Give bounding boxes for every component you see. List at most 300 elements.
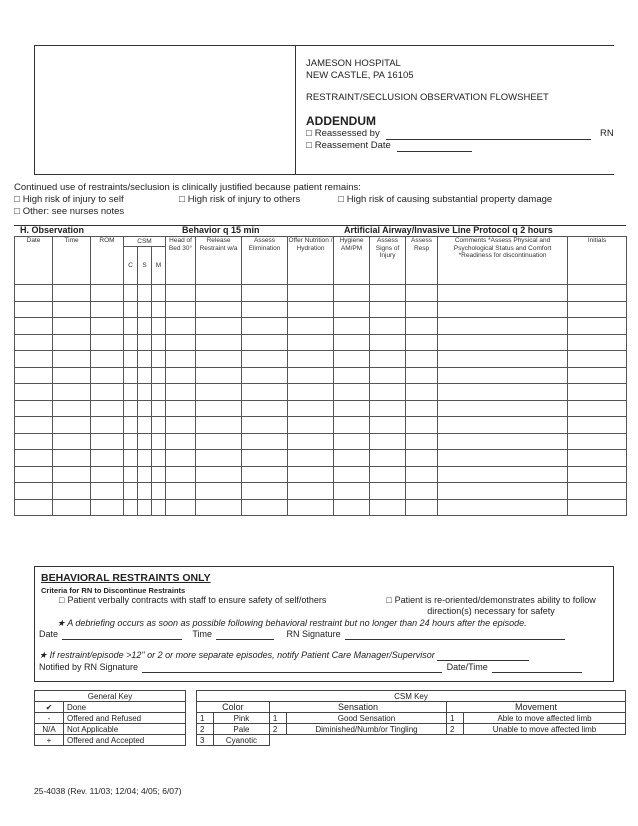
flowsheet-cell[interactable] (152, 384, 166, 401)
supervisor-field[interactable] (437, 660, 529, 661)
flowsheet-cell[interactable] (124, 285, 138, 302)
flowsheet-cell[interactable] (334, 334, 370, 351)
flowsheet-cell[interactable] (242, 334, 288, 351)
general-key-desc: Not Applicable (64, 724, 186, 735)
flowsheet-cell[interactable] (568, 384, 627, 401)
general-key-row (35, 735, 186, 746)
notify-note: ★ If restraint/episode >12" or 2 or more separate episodes, notify Patient Care Manager/Supervisor (39, 650, 529, 661)
csm-empty-cell (464, 735, 626, 746)
flowsheet-cell[interactable] (124, 334, 138, 351)
rn-signature-field[interactable] (345, 639, 565, 640)
justification-intro: Continued use of restraints/seclusion is clinically justified because patient remains: (14, 182, 361, 193)
flowsheet-cell[interactable] (288, 384, 334, 401)
flowsheet-cell[interactable] (124, 483, 138, 500)
flowsheet-cell[interactable] (568, 301, 627, 318)
flowsheet-cell[interactable] (370, 384, 406, 401)
flowsheet-cell[interactable] (334, 318, 370, 335)
flowsheet-cell[interactable] (15, 433, 53, 450)
csm-s: S (138, 247, 152, 285)
flowsheet-row (15, 450, 627, 467)
flowsheet-cell[interactable] (124, 499, 138, 516)
flowsheet-cell[interactable] (406, 466, 438, 483)
flowsheet-cell[interactable] (334, 384, 370, 401)
flowsheet-cell[interactable] (242, 384, 288, 401)
flowsheet-cell[interactable] (53, 301, 91, 318)
flowsheet-cell[interactable] (406, 450, 438, 467)
behavioral-title: BEHAVIORAL RESTRAINTS ONLY (41, 572, 211, 584)
flowsheet-cell[interactable] (152, 466, 166, 483)
flowsheet-cell[interactable] (242, 318, 288, 335)
flowsheet-cell[interactable] (91, 433, 124, 450)
csm-color-code: 3 (197, 735, 214, 746)
flowsheet-cell[interactable] (138, 367, 152, 384)
general-key-title: General Key (35, 691, 186, 702)
criteria-contract-option[interactable]: □ Patient verbally contracts with staff to ensure safety of self/others (59, 595, 359, 606)
flowsheet-cell[interactable] (288, 285, 334, 302)
flowsheet-cell[interactable] (196, 450, 242, 467)
general-key-desc: Offered and Accepted (64, 735, 186, 746)
csm-key-title: CSM Key (197, 691, 626, 702)
flowsheet-cell[interactable] (196, 417, 242, 434)
other-option[interactable]: □ Other: see nurses notes (14, 206, 124, 217)
flowsheet-cell[interactable] (152, 433, 166, 450)
flowsheet-cell[interactable] (406, 499, 438, 516)
flowsheet-cell[interactable] (288, 334, 334, 351)
flowsheet-cell[interactable] (91, 301, 124, 318)
flowsheet-cell[interactable] (53, 466, 91, 483)
flowsheet-cell[interactable] (53, 450, 91, 467)
flowsheet-cell[interactable] (15, 499, 53, 516)
flowsheet-cell[interactable] (438, 367, 568, 384)
flowsheet-table (14, 236, 627, 516)
flowsheet-cell[interactable] (124, 466, 138, 483)
flowsheet-cell[interactable] (152, 400, 166, 417)
flowsheet-cell[interactable] (438, 466, 568, 483)
flowsheet-cell[interactable] (53, 367, 91, 384)
flowsheet-cell[interactable] (406, 417, 438, 434)
flowsheet-cell[interactable] (438, 351, 568, 368)
flowsheet-cell[interactable] (370, 367, 406, 384)
flowsheet-cell[interactable] (152, 318, 166, 335)
flowsheet-cell[interactable] (166, 301, 196, 318)
patient-label-box (34, 45, 296, 175)
flowsheet-cell[interactable] (438, 285, 568, 302)
flowsheet-cell[interactable] (91, 499, 124, 516)
flowsheet-cell[interactable] (166, 433, 196, 450)
flowsheet-cell[interactable] (53, 499, 91, 516)
flowsheet-cell[interactable] (152, 450, 166, 467)
flowsheet-cell[interactable] (406, 433, 438, 450)
flowsheet-cell[interactable] (166, 334, 196, 351)
flowsheet-cell[interactable] (438, 450, 568, 467)
criteria-label: Criteria for RN to Discontinue Restraints (41, 586, 186, 595)
flowsheet-cell[interactable] (334, 499, 370, 516)
flowsheet-cell[interactable] (53, 318, 91, 335)
flowsheet-cell[interactable] (166, 499, 196, 516)
flowsheet-cell[interactable] (196, 400, 242, 417)
flowsheet-row (15, 417, 627, 434)
flowsheet-cell[interactable] (15, 367, 53, 384)
flowsheet-cell[interactable] (568, 367, 627, 384)
flowsheet-cell[interactable] (242, 499, 288, 516)
flowsheet-cell[interactable] (568, 400, 627, 417)
col-rom: ROM (91, 237, 124, 285)
flowsheet-cell[interactable] (370, 433, 406, 450)
rn-signature-label: RN Signature (286, 629, 341, 639)
datetime-label: Date/Time (446, 662, 488, 672)
csm-key-row (197, 735, 626, 746)
flowsheet-cell[interactable] (406, 400, 438, 417)
flowsheet-cell[interactable] (334, 466, 370, 483)
flowsheet-cell[interactable] (242, 433, 288, 450)
flowsheet-cell[interactable] (138, 318, 152, 335)
general-key-symbol: N/A (35, 724, 64, 735)
csm-movement-label: Unable to move affected limb (464, 724, 626, 735)
col-csm: CSM (124, 237, 166, 247)
col-nutrition: Offer Nutrition / Hydration (288, 237, 334, 285)
flowsheet-cell[interactable] (166, 466, 196, 483)
flowsheet-cell[interactable] (152, 417, 166, 434)
flowsheet-cell[interactable] (334, 301, 370, 318)
header-divider-top (296, 45, 614, 46)
flowsheet-cell[interactable] (124, 301, 138, 318)
general-key-table (34, 690, 186, 746)
flowsheet-cell[interactable] (370, 285, 406, 302)
flowsheet-cell[interactable] (196, 351, 242, 368)
criteria-reoriented-option[interactable]: □ Patient is re-oriented/demonstrates ability to follow direction(s) necessary for safety (373, 595, 609, 617)
flowsheet-cell[interactable] (53, 433, 91, 450)
general-key-symbol: ✔ (35, 702, 64, 713)
csm-movement-code: 2 (447, 724, 464, 735)
flowsheet-cell[interactable] (91, 285, 124, 302)
flowsheet-cell[interactable] (91, 450, 124, 467)
flowsheet-cell[interactable] (288, 351, 334, 368)
flowsheet-cell[interactable] (370, 417, 406, 434)
flowsheet-cell[interactable] (288, 367, 334, 384)
csm-movement-header: Movement (447, 702, 626, 713)
flowsheet-cell[interactable] (568, 285, 627, 302)
header-divider-bottom (296, 174, 614, 175)
csm-color-label: Pale (214, 724, 270, 735)
flowsheet-cell[interactable] (242, 367, 288, 384)
flowsheet-cell[interactable] (406, 384, 438, 401)
flowsheet-cell[interactable] (15, 285, 53, 302)
flowsheet-cell[interactable] (370, 400, 406, 417)
flowsheet-cell[interactable] (124, 433, 138, 450)
flowsheet-cell[interactable] (138, 483, 152, 500)
flowsheet-cell[interactable] (124, 417, 138, 434)
flowsheet-cell[interactable] (152, 483, 166, 500)
flowsheet-cell[interactable] (334, 400, 370, 417)
flowsheet-cell[interactable] (15, 301, 53, 318)
flowsheet-cell[interactable] (288, 499, 334, 516)
risk-others-option[interactable]: □ High risk of injury to others (179, 194, 300, 206)
flowsheet-cell[interactable] (152, 285, 166, 302)
col-resp: Assess Resp (406, 237, 438, 285)
flowsheet-cell[interactable] (138, 499, 152, 516)
csm-key-row (197, 713, 626, 724)
flowsheet-cell[interactable] (568, 433, 627, 450)
flowsheet-cell[interactable] (15, 334, 53, 351)
flowsheet-cell[interactable] (438, 400, 568, 417)
flowsheet-cell[interactable] (91, 483, 124, 500)
flowsheet-cell[interactable] (406, 285, 438, 302)
flowsheet-cell[interactable] (568, 334, 627, 351)
flowsheet-cell[interactable] (53, 483, 91, 500)
flowsheet-cell[interactable] (568, 499, 627, 516)
csm-sensation-header: Sensation (269, 702, 446, 713)
flowsheet-cell[interactable] (334, 483, 370, 500)
reassessed-checkbox[interactable] (306, 128, 315, 139)
flowsheet-row (15, 466, 627, 483)
flowsheet-cell[interactable] (568, 351, 627, 368)
col-comments: Comments *Assess Physical and Psychological Status and Comfort *Readiness for discontinuation (438, 237, 568, 285)
flowsheet-cell[interactable] (334, 351, 370, 368)
flowsheet-cell[interactable] (370, 334, 406, 351)
reassessment-date-checkbox[interactable] (306, 140, 315, 151)
flowsheet-cell[interactable] (15, 450, 53, 467)
flowsheet-cell[interactable] (124, 450, 138, 467)
flowsheet-cell[interactable] (438, 301, 568, 318)
flowsheet-row (15, 400, 627, 417)
flowsheet-cell[interactable] (288, 433, 334, 450)
flowsheet-cell[interactable] (288, 301, 334, 318)
flowsheet-cell[interactable] (166, 450, 196, 467)
flowsheet-cell[interactable] (242, 301, 288, 318)
flowsheet-cell[interactable] (91, 334, 124, 351)
general-key-row (35, 702, 186, 713)
flowsheet-cell[interactable] (242, 400, 288, 417)
flowsheet-cell[interactable] (334, 417, 370, 434)
flowsheet-cell[interactable] (438, 334, 568, 351)
flowsheet-cell[interactable] (138, 301, 152, 318)
flowsheet-cell[interactable] (15, 351, 53, 368)
flowsheet-cell[interactable] (53, 285, 91, 302)
flowsheet-cell[interactable] (438, 417, 568, 434)
behavior-section: Behavior q 15 min (182, 225, 260, 235)
flowsheet-cell[interactable] (53, 334, 91, 351)
flowsheet-cell[interactable] (370, 450, 406, 467)
flowsheet-cell[interactable] (91, 318, 124, 335)
flowsheet-cell[interactable] (166, 417, 196, 434)
flowsheet-cell[interactable] (166, 351, 196, 368)
flowsheet-cell[interactable] (288, 466, 334, 483)
flowsheet-cell[interactable] (196, 318, 242, 335)
flowsheet-cell[interactable] (166, 318, 196, 335)
flowsheet-cell[interactable] (370, 318, 406, 335)
flowsheet-cell[interactable] (196, 384, 242, 401)
flowsheet-cell[interactable] (124, 400, 138, 417)
flowsheet-cell[interactable] (53, 417, 91, 434)
flowsheet-cell[interactable] (138, 351, 152, 368)
observation-section: H. Observation (20, 225, 85, 235)
risk-property-option[interactable]: □ High risk of causing substantial property damage (338, 194, 552, 206)
time-field[interactable] (216, 639, 274, 640)
csm-color-label: Pink (214, 713, 270, 724)
flowsheet-cell[interactable] (370, 499, 406, 516)
general-key-row (35, 724, 186, 735)
flowsheet-cell[interactable] (438, 433, 568, 450)
flowsheet-cell[interactable] (53, 351, 91, 368)
flowsheet-cell[interactable] (124, 367, 138, 384)
flowsheet-cell[interactable] (91, 384, 124, 401)
flowsheet-cell[interactable] (242, 351, 288, 368)
flowsheet-cell[interactable] (370, 466, 406, 483)
flowsheet-cell[interactable] (124, 351, 138, 368)
flowsheet-cell[interactable] (124, 384, 138, 401)
flowsheet-cell[interactable] (53, 384, 91, 401)
flowsheet-cell[interactable] (15, 483, 53, 500)
flowsheet-cell[interactable] (438, 384, 568, 401)
csm-c: C (124, 247, 138, 285)
flowsheet-row (15, 433, 627, 450)
flowsheet-cell[interactable] (166, 483, 196, 500)
csm-empty-cell (269, 735, 286, 746)
flowsheet-cell[interactable] (15, 400, 53, 417)
datetime-field[interactable] (492, 672, 582, 673)
airway-section: Artificial Airway/Invasive Line Protocol q 2 hours (344, 225, 553, 235)
date-field[interactable] (62, 639, 182, 640)
flowsheet-cell[interactable] (152, 499, 166, 516)
col-signs-injury: Assess Signs of Injury (370, 237, 406, 285)
col-release-restraint: Release Restraint w/a (196, 237, 242, 285)
flowsheet-cell[interactable] (406, 301, 438, 318)
flowsheet-cell[interactable] (196, 499, 242, 516)
flowsheet-cell[interactable] (91, 351, 124, 368)
flowsheet-cell[interactable] (138, 400, 152, 417)
col-time: Time (53, 237, 91, 285)
flowsheet-cell[interactable] (138, 285, 152, 302)
flowsheet-cell[interactable] (334, 285, 370, 302)
reassessment-date-line (306, 140, 614, 152)
flowsheet-cell[interactable] (152, 301, 166, 318)
flowsheet-cell[interactable] (166, 367, 196, 384)
flowsheet-row (15, 483, 627, 500)
flowsheet-cell[interactable] (91, 417, 124, 434)
flowsheet-cell[interactable] (166, 400, 196, 417)
flowsheet-cell[interactable] (15, 417, 53, 434)
general-key-desc: Offered and Refused (64, 713, 186, 724)
flowsheet-cell[interactable] (438, 499, 568, 516)
csm-m: M (152, 247, 166, 285)
flowsheet-cell[interactable] (138, 433, 152, 450)
flowsheet-row (15, 499, 627, 516)
flowsheet-cell[interactable] (568, 318, 627, 335)
flowsheet-cell[interactable] (288, 483, 334, 500)
flowsheet-cell[interactable] (15, 384, 53, 401)
flowsheet-cell[interactable] (196, 466, 242, 483)
flowsheet-cell[interactable] (138, 450, 152, 467)
flowsheet-cell[interactable] (124, 318, 138, 335)
flowsheet-cell[interactable] (406, 318, 438, 335)
col-head-of-bed: Head of Bed 30° (166, 237, 196, 285)
general-key-symbol: + (35, 735, 64, 746)
col-initials: Initials (568, 237, 627, 285)
flowsheet-cell[interactable] (406, 367, 438, 384)
flowsheet-cell[interactable] (334, 433, 370, 450)
flowsheet-cell[interactable] (138, 384, 152, 401)
flowsheet-cell[interactable] (568, 466, 627, 483)
flowsheet-cell[interactable] (91, 466, 124, 483)
flowsheet-cell[interactable] (242, 450, 288, 467)
flowsheet-cell[interactable] (166, 384, 196, 401)
flowsheet-cell[interactable] (91, 400, 124, 417)
flowsheet-cell[interactable] (288, 318, 334, 335)
csm-color-header: Color (197, 702, 270, 713)
flowsheet-cell[interactable] (370, 351, 406, 368)
flowsheet-row (15, 367, 627, 384)
rn-label: RN (599, 128, 614, 139)
flowsheet-cell[interactable] (152, 367, 166, 384)
flowsheet-cell[interactable] (166, 285, 196, 302)
flowsheet-cell[interactable] (438, 483, 568, 500)
flowsheet-cell[interactable] (406, 334, 438, 351)
col-date: Date (15, 237, 53, 285)
flowsheet-cell[interactable] (406, 483, 438, 500)
general-key-symbol: - (35, 713, 64, 724)
flowsheet-cell[interactable] (370, 483, 406, 500)
form-title: RESTRAINT/SECLUSION OBSERVATION FLOWSHEET (306, 92, 549, 103)
flowsheet-cell[interactable] (138, 466, 152, 483)
flowsheet-cell[interactable] (196, 285, 242, 302)
flowsheet-cell[interactable] (242, 483, 288, 500)
debrief-note: ★ A debriefing occurs as soon as possible following behavioral restraint but no longer than 24 hours after the episode. (57, 618, 527, 628)
flowsheet-cell[interactable] (406, 351, 438, 368)
addendum-title: ADDENDUM (306, 114, 376, 128)
reassessed-label: Reassessed by (314, 128, 380, 139)
flowsheet-cell[interactable] (334, 450, 370, 467)
flowsheet-cell[interactable] (568, 483, 627, 500)
flowsheet-cell[interactable] (15, 466, 53, 483)
hospital-city: NEW CASTLE, PA 16105 (306, 70, 414, 81)
flowsheet-cell[interactable] (196, 301, 242, 318)
csm-movement-code: 1 (447, 713, 464, 724)
flowsheet-cell[interactable] (196, 367, 242, 384)
flowsheet-cell[interactable] (138, 417, 152, 434)
flowsheet-cell[interactable] (438, 318, 568, 335)
reassessment-date-field[interactable] (397, 151, 472, 152)
csm-key-table (196, 690, 626, 746)
flowsheet-row (15, 334, 627, 351)
flowsheet-cell[interactable] (91, 367, 124, 384)
flowsheet-cell[interactable] (370, 301, 406, 318)
risk-self-option[interactable]: □ High risk of injury to self (14, 194, 124, 206)
flowsheet-cell[interactable] (334, 367, 370, 384)
flowsheet-cell[interactable] (196, 334, 242, 351)
flowsheet-cell[interactable] (196, 483, 242, 500)
flowsheet-cell[interactable] (242, 285, 288, 302)
date-label: Date (39, 629, 59, 639)
csm-sensation-label: Diminished/Numb/or Tingling (286, 724, 446, 735)
flowsheet-cell[interactable] (288, 417, 334, 434)
flowsheet-cell[interactable] (288, 400, 334, 417)
flowsheet-cell[interactable] (15, 318, 53, 335)
flowsheet-cell[interactable] (152, 334, 166, 351)
flowsheet-cell[interactable] (242, 417, 288, 434)
general-key-desc: Done (64, 702, 186, 713)
flowsheet-cell[interactable] (152, 351, 166, 368)
notified-label: Notified by RN Signature (39, 662, 139, 672)
notified-signature-field[interactable] (142, 672, 442, 673)
flowsheet-cell[interactable] (288, 450, 334, 467)
flowsheet-cell[interactable] (242, 466, 288, 483)
csm-movement-label: Able to move affected limb (464, 713, 626, 724)
flowsheet-cell[interactable] (568, 450, 627, 467)
flowsheet-cell[interactable] (196, 433, 242, 450)
flowsheet-cell[interactable] (138, 334, 152, 351)
flowsheet-cell[interactable] (568, 417, 627, 434)
flowsheet-cell[interactable] (53, 400, 91, 417)
